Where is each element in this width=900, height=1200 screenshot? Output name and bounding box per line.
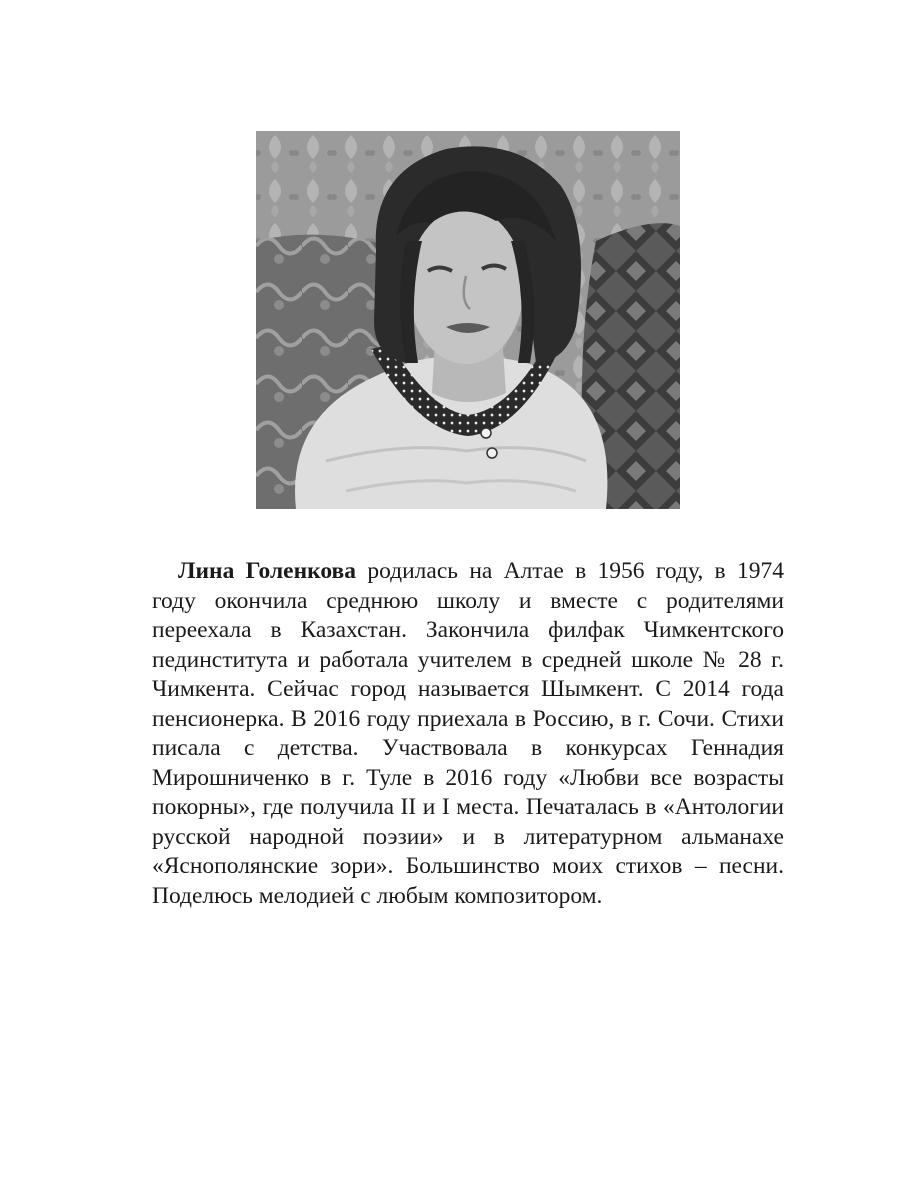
face	[408, 208, 524, 364]
author-biography	[152, 557, 784, 911]
biography-text: родилась на Алтае в 1956 году, в 1974 году окончила среднюю школу и вместе с родителями переехала в Казахстан. Закончила филфак Чимкентского пединститута и работала учителем в средней школе № 28 г. Чимкента. Сейчас город называется Шымкент. С 2014 года пенсионерка. В 2016 году приехала в Россию, в г. Сочи. Стихи писала с детства. Участвовала в конкурсах Геннадия Мирошниченко в г. Туле в 2016 году «Любви все возрасты покорны», где получила II и I места. Печаталась в «Антологии русской народной поэзии» и в литературном альманахе «Яснополянские зори». Большинство моих стихов – песни. Поделюсь мелодией с любым композитором.	[152, 558, 784, 909]
portrait-illustration	[256, 131, 680, 509]
author-name: Лина Голенкова	[178, 558, 356, 584]
author-photo	[256, 131, 680, 509]
